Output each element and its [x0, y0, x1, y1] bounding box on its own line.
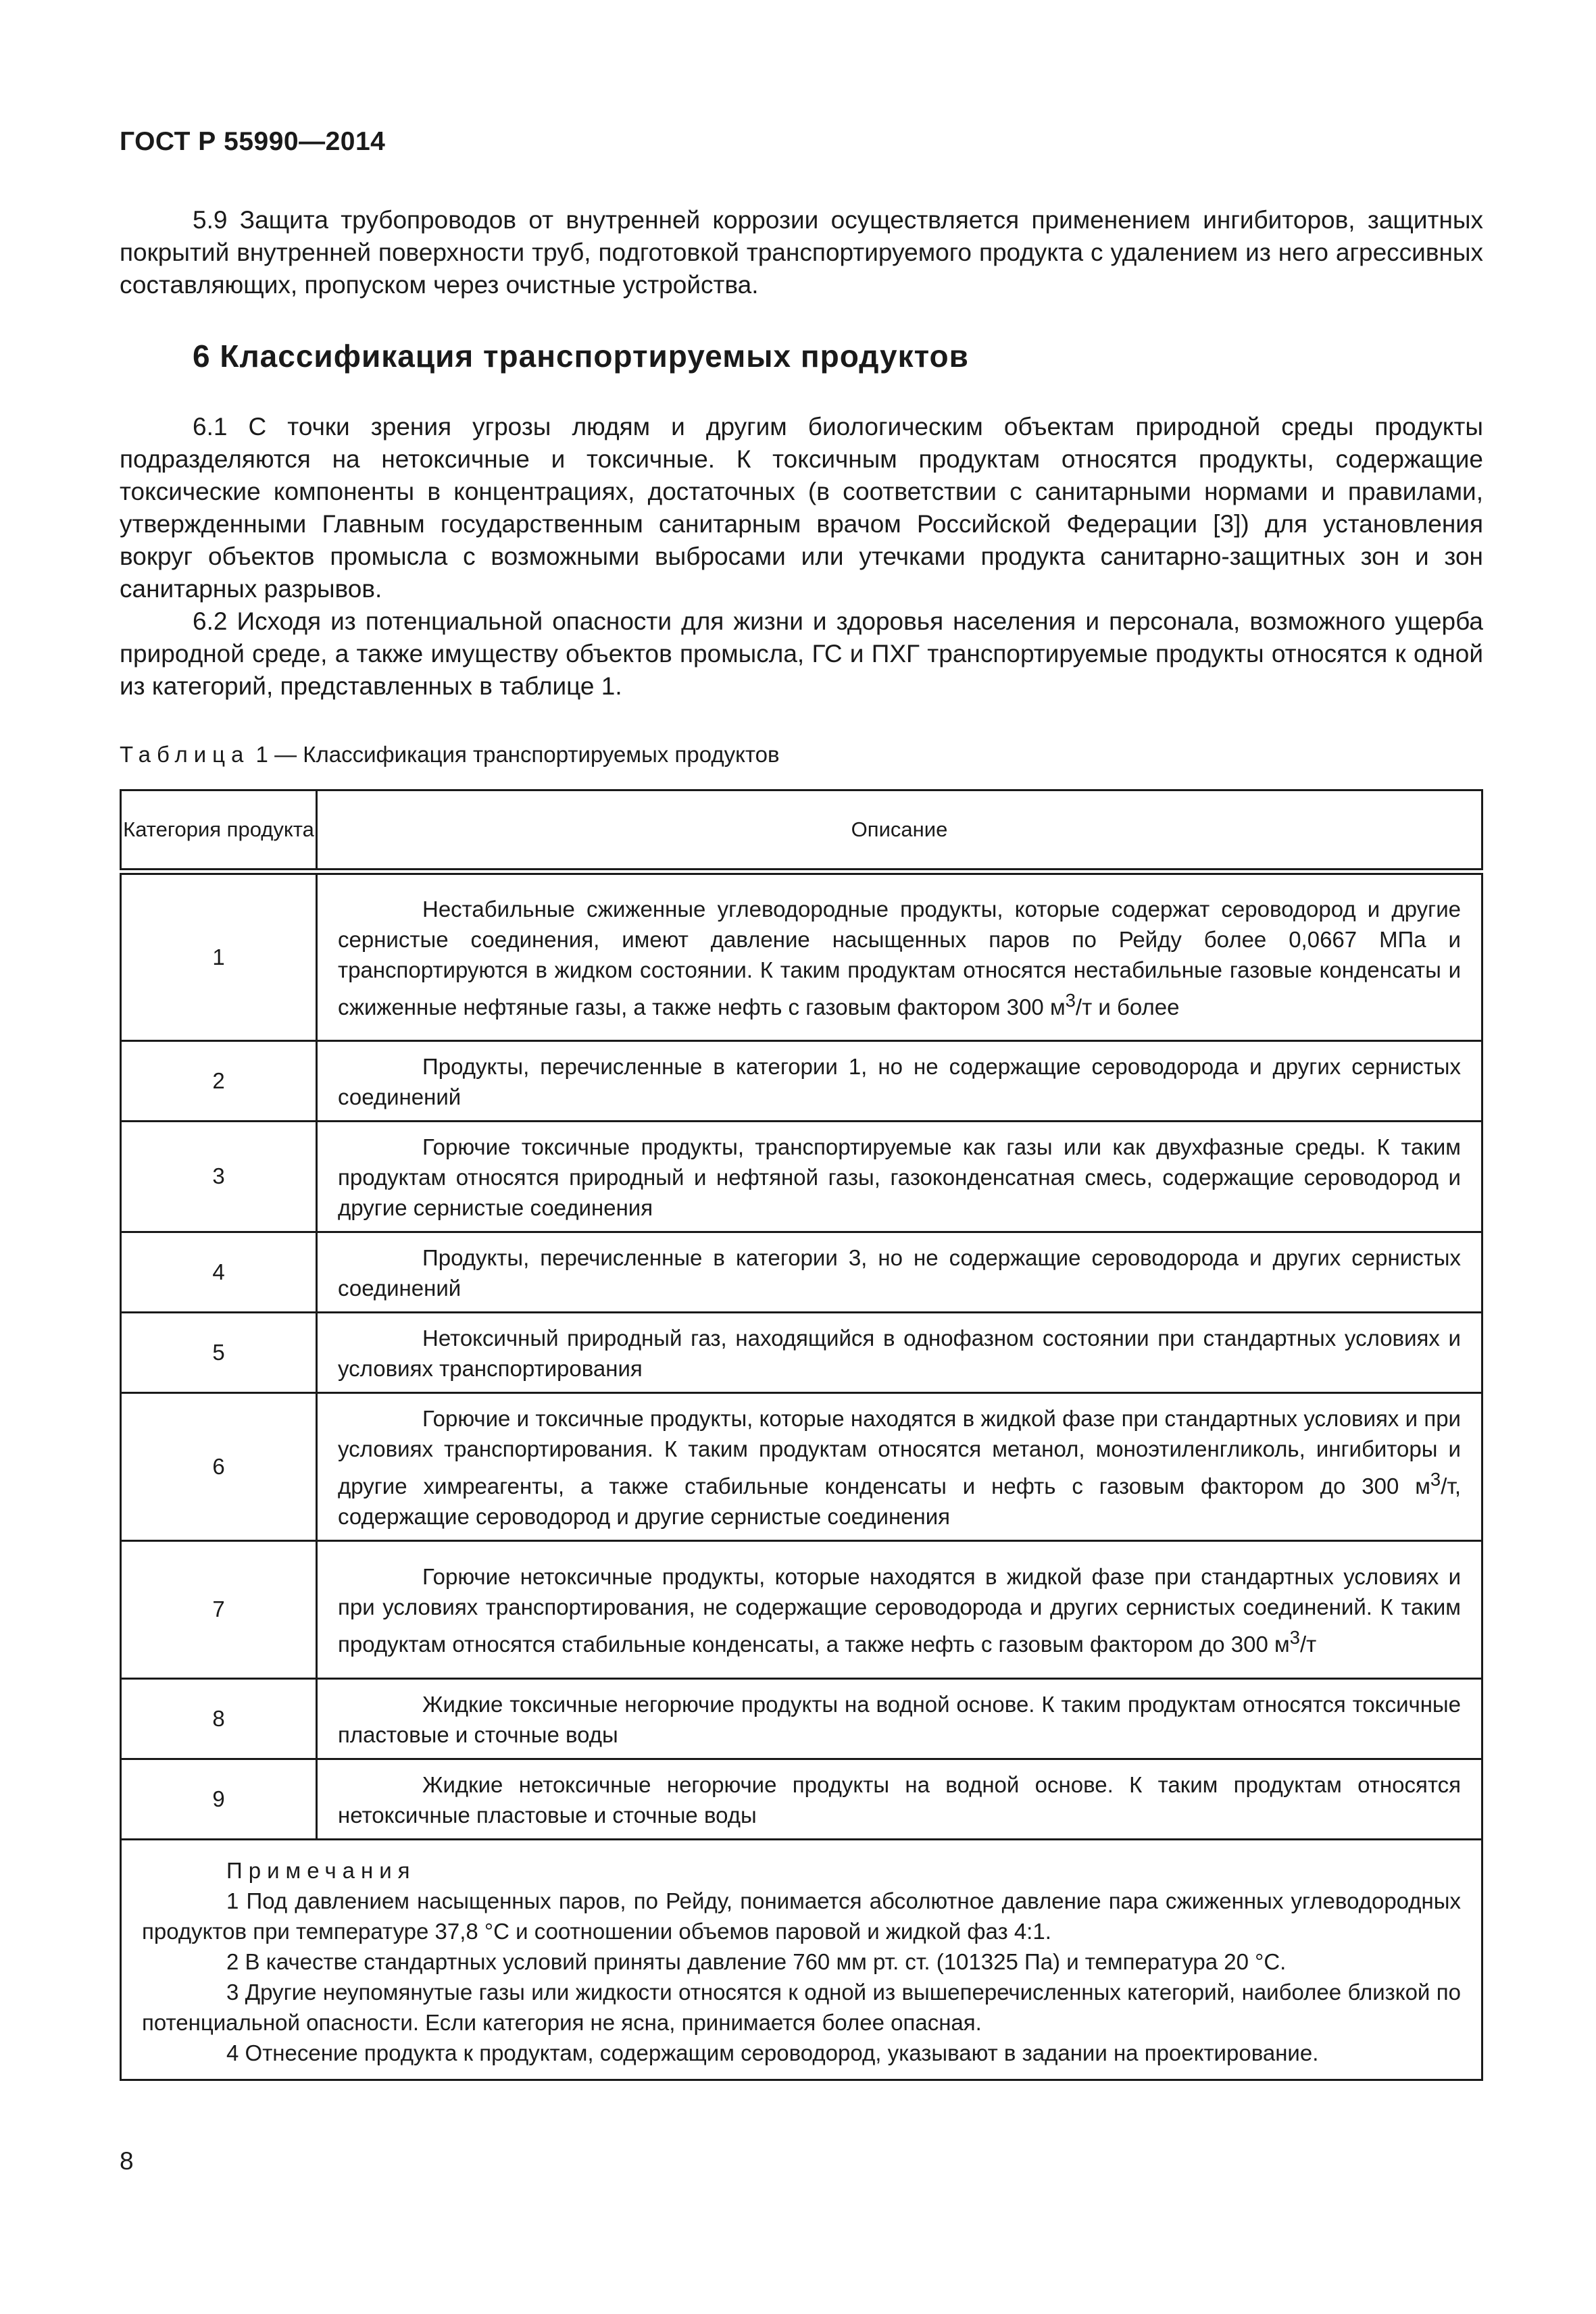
- table-row: [121, 1392, 1482, 1540]
- table-row: [121, 1312, 1482, 1392]
- row-description: Горючие нетоксичные продукты, которые находятся в жидкой фазе при стандартных условиях и при условиях транспортирования, не содержащие сероводорода и других сернистых соединений. К таким продуктам относятся стабильные конденсаты, а также нефть с газовым фактором до 300 $м^3/т$: [317, 1540, 1482, 1678]
- notes-row: [121, 1839, 1482, 2080]
- row-category: 2: [121, 1040, 317, 1121]
- row-description: Нестабильные сжиженные углеводородные продукты, которые содержат сероводород и другие сернистые соединения, имеют давление насыщенных паров по Рейду более 0,0667 МПа и транспортируются в жидком состоянии. К таким продуктам относятся нестабильные газовые конденсаты и сжиженные нефтяные газы, а также нефть с газовым фактором 300 $м^3/т$ и более: [317, 872, 1482, 1040]
- table-row: [121, 1678, 1482, 1759]
- row-category: 7: [121, 1540, 317, 1678]
- table-caption-label: Таблица: [120, 742, 250, 767]
- note-item: 4 Отнесение продукта к продуктам, содержащим сероводород, указывают в задании на проектирование.: [226, 2040, 1319, 2065]
- paragraph-6-1: 6.1 С точки зрения угрозы людям и другим биологическим объектам природной среды продукты подразделяются на нетоксичные и токсичные. К токсичным продуктам относятся продукты, содержащие токсические компоненты в концентрациях, достаточных (в соответствии с санитарными нормами и правилами, утвержденными Главным государственным санитарным врачом Российской Федерации [3]) для установления вокруг объектов промысла с возможными выбросами или утечками продукта санитарно-защитных зон и зон санитарных разрывов.: [120, 413, 1483, 603]
- table-caption: [120, 742, 780, 768]
- note-item: 1 Под давлением насыщенных паров, по Рейду, понимается абсолютное давление пара сжиженных углеводородных продуктов при температуре 37,8 °С и соотношении объемов паровой и жидкой фаз 4:1.: [142, 1888, 1461, 1944]
- header-category: Категория продукта: [121, 790, 317, 872]
- note-item: 2 В качестве стандартных условий приняты давление 760 мм рт. ст. (101325 Па) и температура 20 °С.: [226, 1948, 1287, 1974]
- table-row: [121, 1540, 1482, 1678]
- row-category: 4: [121, 1232, 317, 1312]
- table-row: [121, 1121, 1482, 1232]
- row-description: Продукты, перечисленные в категории 3, но не содержащие сероводорода и других сернистых соединений: [317, 1232, 1482, 1312]
- row-description: Жидкие токсичные негорючие продукты на водной основе. К таким продуктам относятся токсичные пластовые и сточные воды: [317, 1678, 1482, 1759]
- table-row: [121, 1040, 1482, 1121]
- row-description: Продукты, перечисленные в категории 1, но не содержащие сероводорода и других сернистых соединений: [317, 1040, 1482, 1121]
- table-caption-text: 1 — Классификация транспортируемых продуктов: [249, 742, 780, 767]
- row-category: 5: [121, 1312, 317, 1392]
- page-number: 8: [120, 2147, 134, 2175]
- row-category: 8: [121, 1678, 317, 1759]
- paragraph-5-9: 5.9 Защита трубопроводов от внутренней коррозии осуществляется применением ингибиторов, защитных покрытий внутренней поверхности труб, подготовкой транспортируемого продукта с удалением из него агрессивных составляющих, пропуском через очистные устройства.: [120, 206, 1483, 299]
- row-category: 1: [121, 872, 317, 1040]
- section-5-9: [120, 204, 1483, 301]
- section-6-title: 6 Классификация транспортируемых продуктов: [193, 338, 969, 374]
- classification-table: [120, 789, 1483, 2081]
- table-row: [121, 872, 1482, 1040]
- row-category: 9: [121, 1759, 317, 1839]
- note-item: 3 Другие неупомянутые газы или жидкости относятся к одной из вышеперечисленных категорий, наиболее близкой по потенциальной опасности. Если категория не ясна, принимается более опасная.: [142, 1979, 1461, 2035]
- row-description: Горючие и токсичные продукты, которые находятся в жидкой фазе при стандартных условиях и при условиях транспортирования. К таким продуктам относятся метанол, моноэтиленгликоль, ингибиторы и другие химреагенты, а также стабильные конденсаты и нефть с газовым фактором до 300 $м^3/т$, содержащие сероводород и другие сернистые соединения: [317, 1392, 1482, 1540]
- table-header-row: [121, 790, 1482, 872]
- row-description: Нетоксичный природный газ, находящийся в однофазном состоянии при стандартных условиях и условиях транспортирования: [317, 1312, 1482, 1392]
- table-row: [121, 1232, 1482, 1312]
- section-6-body: [120, 411, 1483, 703]
- row-category: 6: [121, 1392, 317, 1540]
- row-category: 3: [121, 1121, 317, 1232]
- standard-id: ГОСТ Р 55990—2014: [120, 127, 386, 156]
- row-description: Горючие токсичные продукты, транспортируемые как газы или как двухфазные среды. К таким продуктам относятся природный и нефтяной газы, газоконденсатная смесь, содержащие сероводород и другие сернистые соединения: [317, 1121, 1482, 1232]
- table-notes: [121, 1839, 1482, 2080]
- paragraph-6-2: 6.2 Исходя из потенциальной опасности для жизни и здоровья населения и персонала, возможного ущерба природной среде, а также имуществу объектов промысла, ГС и ПХГ транспортируемые продукты относятся к одной из категорий, представленных в таблице 1.: [120, 607, 1483, 700]
- header-description: Описание: [317, 790, 1482, 872]
- notes-heading: Примечания: [226, 1857, 416, 1883]
- table-row: [121, 1759, 1482, 1839]
- row-description: Жидкие нетоксичные негорючие продукты на водной основе. К таким продуктам относятся нетоксичные пластовые и сточные воды: [317, 1759, 1482, 1839]
